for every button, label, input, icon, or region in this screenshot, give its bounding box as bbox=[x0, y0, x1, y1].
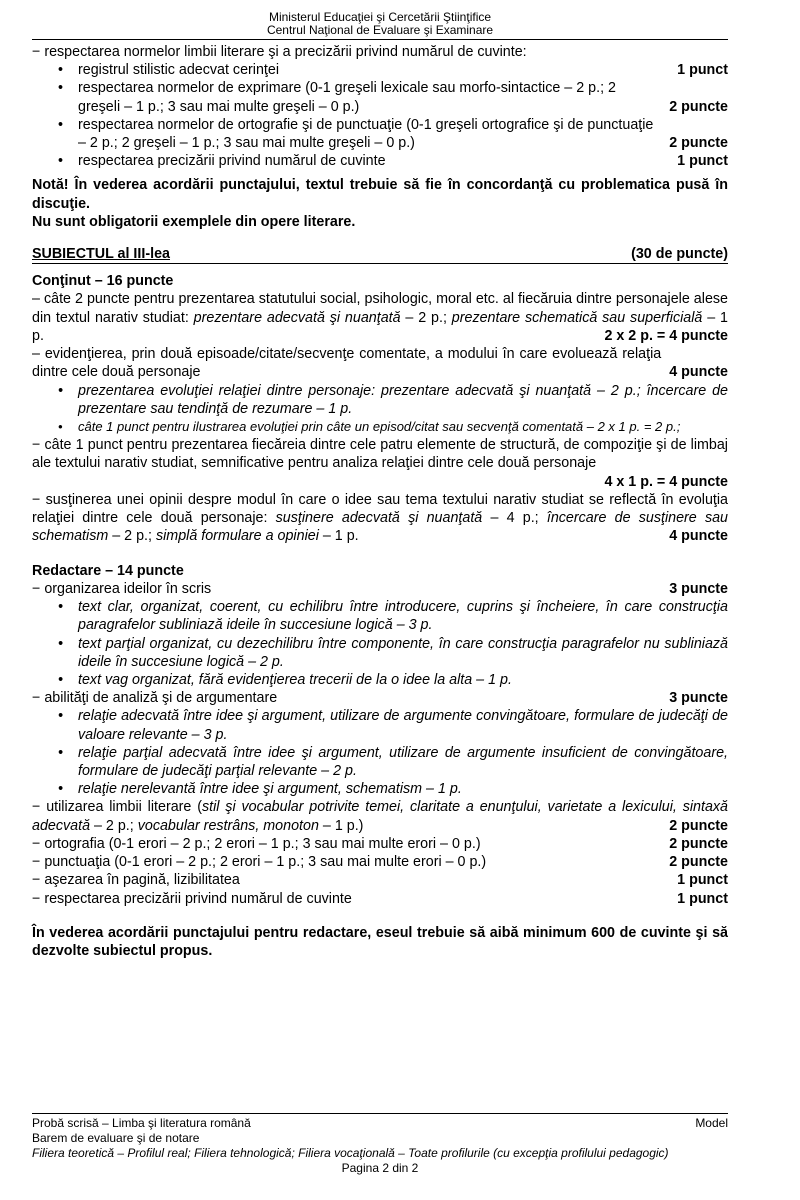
redactare-criterion-7: − respectarea precizării privind numărul de cuvinte 1 punct bbox=[32, 890, 728, 907]
section-points: (30 de puncte) bbox=[631, 246, 728, 263]
list-item: • relaţie nerelevantă între idee şi argument, schematism – 1 p. bbox=[78, 780, 728, 798]
list-item: • relaţie adecvată între idee şi argument, utilizare de argumente convingătoare, formulare de judecăţi de valoare relevante – 3 p. bbox=[78, 707, 728, 743]
content-criterion-3-points: 4 x 1 p. = 4 puncte bbox=[604, 473, 728, 490]
content-criterion-4-points: 4 puncte bbox=[669, 528, 728, 545]
section-title: SUBIECTUL al III-lea bbox=[32, 246, 170, 263]
list-item: • respectarea precizării privind numărul de cuvinte 1 punct bbox=[78, 152, 728, 170]
list-item: • registrul stilistic adecvat cerinţei 1 punct bbox=[78, 61, 728, 79]
footer-barem: Barem de evaluare şi de notare bbox=[32, 1131, 200, 1145]
document-body bbox=[32, 43, 728, 960]
note-concordance: Notă! În vederea acordării punctajului, textul trebuie să fie în concordanţă cu problematica pusă în discuţie. bbox=[32, 177, 728, 212]
list-item: • text clar, organizat, coerent, cu echilibru între introducere, cuprins şi încheiere, în care construcţia paragrafelor subliniază ideile în succesiune logică – 3 p. bbox=[78, 598, 728, 634]
content-heading: Conţinut – 16 puncte bbox=[32, 273, 174, 290]
page-footer bbox=[32, 1113, 728, 1176]
list-item: • respectarea normelor de exprimare (0-1 greşeli lexicale sau morfo-sintactice – 2 p.; 2 greşeli – 1 p.; 3 sau mai multe greşeli – 0 p.) 2 puncte bbox=[78, 79, 728, 115]
list-item: • text parţial organizat, cu dezechilibru între componente, în care construcţia paragrafelor nu subliniază ideile în succesiune logică – 2 p. bbox=[78, 635, 728, 671]
list-item: • prezentarea evoluţiei relaţiei dintre personaje: prezentare adecvată şi nuanţată – 2 p.; încercare de prezentare sau tendinţă de rezumare – 1 p. bbox=[78, 382, 728, 418]
redactare-criterion-2-list bbox=[32, 707, 728, 798]
redactare-criterion-2: − abilităţi de analiză şi de argumentare 3 puncte bbox=[32, 690, 728, 707]
intro-text: − respectarea normelor limbii literare şi a precizării privind numărul de cuvinte: bbox=[32, 44, 527, 60]
redactare-heading: Redactare – 14 puncte bbox=[32, 562, 184, 579]
content-criterion-3: − câte 1 punct pentru prezentarea fiecăreia dintre cele patru elemente de structură, de compoziţie şi de limbaj ale textului narativ studiat, semnificative pentru analiza relaţiei dintre cele două personaje bbox=[32, 437, 728, 472]
content-criterion-1: – câte 2 puncte pentru prezentarea statutului social, psihologic, moral etc. al fiecăruia dintre personajele alese din textul narativ studiat: prezentare adecvată şi nuanţată – 2 p.; prezentare schematică sau superficială – 1 p. bbox=[32, 291, 728, 344]
header-center: Centrul Naţional de Evaluare şi Examinare bbox=[266, 23, 494, 37]
page-header bbox=[32, 0, 728, 37]
list-item: • text vag organizat, fără evidenţierea trecerii de la o idee la alta – 1 p. bbox=[78, 671, 728, 689]
redactare-criterion-1: − organizarea ideilor în scris 3 puncte bbox=[32, 580, 728, 597]
list-item: • relaţie parţial adecvată între idee şi argument, utilizare de argumente insuficient de convingătoare, formulare de judecăţi parţial relevante – 2 p. bbox=[78, 744, 728, 780]
final-note: În vederea acordării punctajului pentru redactare, eseul trebuie să aibă minimum 600 de cuvinte şi să dezvolte subiectul propus. bbox=[32, 924, 728, 959]
redactare-criterion-3: − utilizarea limbii literare (stil şi vocabular potrivite temei, claritate a enunţului, varietate a lexicului, sintaxă adecvată – 2 p.; vocabular restrâns, monoton – 1 p.) bbox=[32, 799, 729, 834]
footer-exam: Probă scrisă – Limba şi literatura română bbox=[32, 1116, 251, 1130]
content-criterion-1-points: 2 x 2 p. = 4 puncte bbox=[604, 328, 728, 345]
header-ministry: Ministerul Educaţiei şi Cercetării Ştiinţifice bbox=[268, 10, 492, 24]
list-item: • respectarea normelor de ortografie şi de punctuaţie (0-1 greşeli ortografice şi de punctuaţie – 2 p.; 2 greşeli – 1 p.; 3 sau mai multe greşeli – 0 p.) 2 puncte bbox=[78, 116, 728, 152]
footer-model: Model bbox=[695, 1116, 728, 1130]
redactare-criterion-6: − aşezarea în pagină, lizibilitatea 1 punct bbox=[32, 872, 728, 889]
document-page bbox=[32, 0, 728, 960]
header-rule bbox=[32, 39, 728, 40]
note-examples: Nu sunt obligatorii exemplele din opere literare. bbox=[32, 213, 356, 230]
footer-profile: Filiera teoretică – Profilul real; Filiera tehnologică; Filiera vocaţională – Toate profilurile (cu excepţia profilului pedagogic) bbox=[32, 1146, 669, 1160]
list-item: • câte 1 punct pentru ilustrarea evoluţiei prin câte un episod/citat sau secvenţă comentată – 2 x 1 p. = 2 p.; bbox=[78, 418, 728, 436]
content-criterion-2: – evidenţierea, prin două episoade/citate/secvenţe comentate, a modului în care evoluează relaţia dintre cele două personaje 4 puncte bbox=[32, 346, 728, 381]
intro-list bbox=[32, 61, 728, 170]
content-criterion-2-list bbox=[32, 382, 728, 437]
redactare-criterion-5: − punctuaţia (0-1 erori – 2 p.; 2 erori – 1 p.; 3 sau mai multe erori – 0 p.) 2 puncte bbox=[32, 854, 728, 871]
content-criterion-4: − susţinerea unei opinii despre modul în care o idee sau tema textului narativ studiat se reflectă în evoluţia relaţiei dintre cele două personaje: susţinere adecvată şi nuanţată – 4 p.; încercare de susţinere sau schematism – 2 p.; simplă formulare a opiniei – 1 p. bbox=[32, 491, 729, 545]
section-heading bbox=[32, 245, 728, 264]
redactare-criterion-3-points: 2 puncte bbox=[669, 817, 728, 834]
redactare-criterion-4: − ortografia (0-1 erori – 2 p.; 2 erori – 1 p.; 3 sau mai multe erori – 0 p.) 2 puncte bbox=[32, 835, 728, 852]
redactare-criterion-1-list bbox=[32, 598, 728, 689]
page-number: Pagina 2 din 2 bbox=[341, 1161, 419, 1175]
